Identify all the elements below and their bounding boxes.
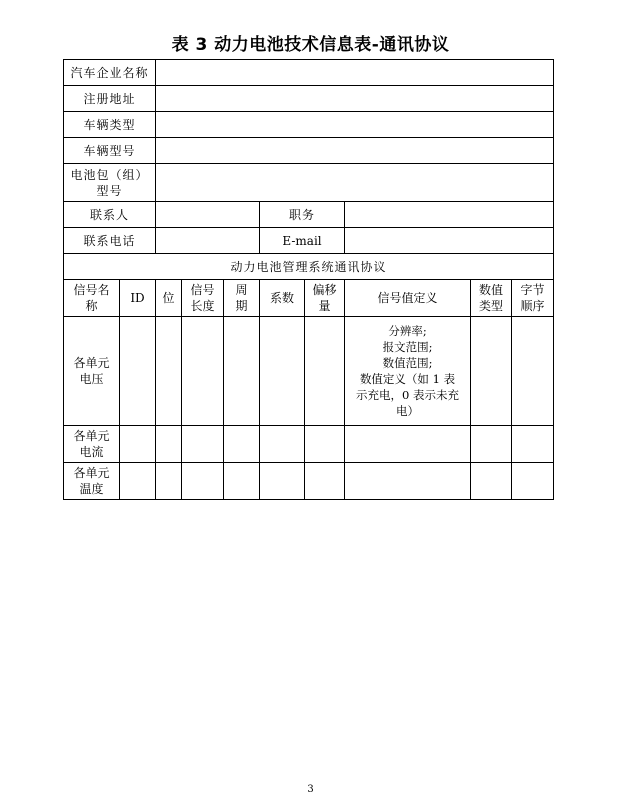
header-offset: [305, 280, 345, 317]
definition-line: 电）: [396, 404, 420, 418]
cell-data-type[interactable]: [471, 317, 512, 426]
cell-bit[interactable]: [156, 426, 182, 463]
cell-byte-order[interactable]: [512, 463, 554, 500]
definition-line: 示充电，0 表示未充: [356, 388, 459, 402]
contact-person-field[interactable]: [156, 202, 260, 228]
definition-line: 报文范围;: [382, 340, 433, 354]
position-field[interactable]: [345, 202, 554, 228]
cell-value-definition[interactable]: [345, 426, 471, 463]
vehicle-model-field[interactable]: [156, 138, 554, 164]
header-line: 信号名: [73, 283, 110, 297]
header-period: [224, 280, 260, 317]
info-row-company: [64, 60, 554, 86]
header-value-definition: [345, 280, 471, 317]
header-line: 字节: [520, 283, 545, 297]
email-field[interactable]: [345, 228, 554, 254]
phone-row: [64, 228, 554, 254]
header-line: 期: [235, 299, 248, 313]
battery-pack-label-line-1: 电池包（组）: [70, 167, 149, 182]
header-line: 数值: [479, 283, 504, 297]
position-label: 职务: [260, 202, 345, 228]
vehicle-type-label: 车辆类型: [64, 112, 156, 138]
battery-protocol-table: [63, 59, 554, 500]
row-label-line: 温度: [79, 482, 104, 496]
cell-length[interactable]: [182, 317, 224, 426]
cell-length[interactable]: [182, 426, 224, 463]
header-line: 系数: [270, 291, 295, 305]
row-label-line: 各单元: [73, 356, 110, 370]
header-line: 信号值定义: [377, 291, 438, 305]
cell-bit[interactable]: [156, 317, 182, 426]
cell-id[interactable]: [120, 426, 156, 463]
vehicle-model-label: 车辆型号: [64, 138, 156, 164]
header-line: 称: [85, 299, 98, 313]
battery-pack-label-line-2: 型号: [96, 183, 123, 198]
cell-coefficient[interactable]: [260, 426, 305, 463]
info-row-battery-pack: [64, 164, 554, 202]
protocol-section-title: 动力电池管理系统通讯协议: [64, 254, 554, 280]
contact-person-label: 联系人: [64, 202, 156, 228]
cell-coefficient[interactable]: [260, 463, 305, 500]
info-row-address: [64, 86, 554, 112]
cell-byte-order[interactable]: [512, 317, 554, 426]
cell-bit[interactable]: [156, 463, 182, 500]
email-label: E-mail: [260, 228, 345, 254]
cell-value-definition[interactable]: [345, 463, 471, 500]
header-byte-order: [512, 280, 554, 317]
cell-period[interactable]: [224, 317, 260, 426]
protocol-header-row: [64, 280, 554, 317]
cell-data-type[interactable]: [471, 426, 512, 463]
definition-line: 数值范围;: [382, 356, 433, 370]
header-bit: [156, 280, 182, 317]
row-label-line: 各单元: [73, 429, 110, 443]
row-label-line: 电压: [79, 372, 104, 386]
header-line: ID: [130, 291, 145, 305]
header-data-type: [471, 280, 512, 317]
protocol-section-row: [64, 254, 554, 280]
phone-field[interactable]: [156, 228, 260, 254]
table-row: [64, 426, 554, 463]
row-label-cell-voltage: [64, 317, 120, 426]
header-signal-name: [64, 280, 120, 317]
cell-id[interactable]: [120, 463, 156, 500]
contact-row: [64, 202, 554, 228]
cell-offset[interactable]: [305, 463, 345, 500]
table-title: 表 3 动力电池技术信息表-通讯协议: [171, 35, 450, 55]
cell-value-definition[interactable]: [345, 317, 471, 426]
cell-id[interactable]: [120, 317, 156, 426]
header-line: 位: [162, 291, 175, 305]
header-line: 周: [235, 283, 248, 297]
definition-line: 数值定义（如 1 表: [359, 372, 456, 386]
company-name-label: 汽车企业名称: [64, 60, 156, 86]
header-coefficient: [260, 280, 305, 317]
header-line: 长度: [190, 299, 215, 313]
cell-period[interactable]: [224, 426, 260, 463]
vehicle-type-field[interactable]: [156, 112, 554, 138]
header-line: 顺序: [520, 299, 545, 313]
header-line: 偏移: [312, 283, 337, 297]
phone-label: 联系电话: [64, 228, 156, 254]
address-label: 注册地址: [64, 86, 156, 112]
cell-byte-order[interactable]: [512, 426, 554, 463]
header-line: 类型: [479, 299, 504, 313]
row-label-line: 各单元: [73, 466, 110, 480]
battery-pack-model-label: [64, 164, 156, 202]
header-id: [120, 280, 156, 317]
table-row: [64, 317, 554, 426]
page-number: 3: [307, 784, 314, 795]
company-name-field[interactable]: [156, 60, 554, 86]
row-label-cell-current: [64, 426, 120, 463]
row-label-line: 电流: [79, 445, 104, 459]
cell-period[interactable]: [224, 463, 260, 500]
cell-offset[interactable]: [305, 426, 345, 463]
info-row-vehicle-model: [64, 138, 554, 164]
header-line: 信号: [190, 283, 215, 297]
cell-length[interactable]: [182, 463, 224, 500]
cell-coefficient[interactable]: [260, 317, 305, 426]
battery-pack-model-field[interactable]: [156, 164, 554, 202]
cell-data-type[interactable]: [471, 463, 512, 500]
info-row-vehicle-type: [64, 112, 554, 138]
address-field[interactable]: [156, 86, 554, 112]
row-label-cell-temperature: [64, 463, 120, 500]
cell-offset[interactable]: [305, 317, 345, 426]
table-row: [64, 463, 554, 500]
header-signal-length: [182, 280, 224, 317]
definition-line: 分辨率;: [388, 324, 427, 338]
header-line: 量: [318, 299, 331, 313]
